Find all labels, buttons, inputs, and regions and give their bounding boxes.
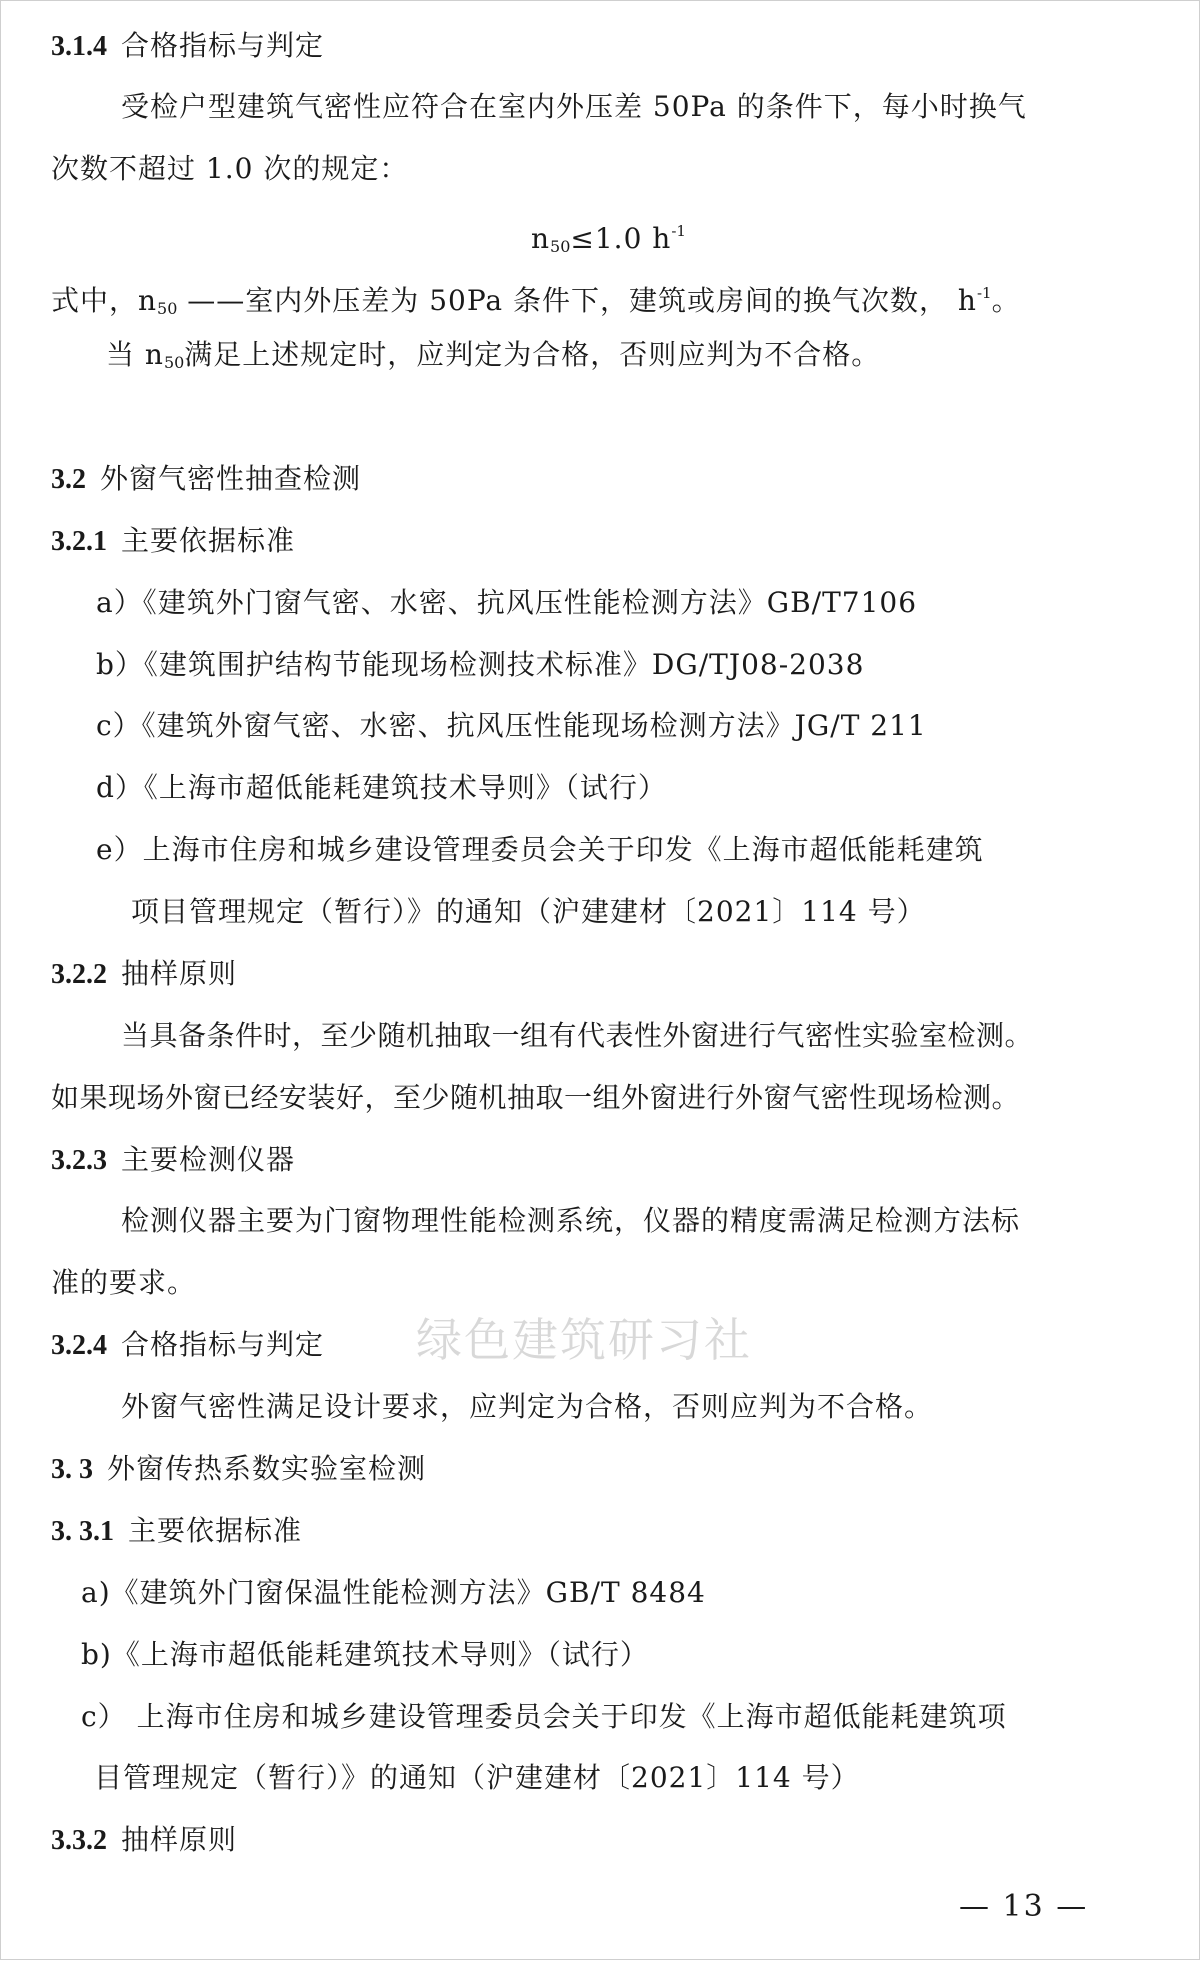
section-title: 外窗气密性抽查检测 [100,462,362,495]
formula [531,211,686,267]
section-heading-3-2 [51,459,361,500]
section-number: 3.1.4 [51,31,107,62]
list-item: b)《上海市超低能耗建筑技术导则》（试行） [81,1638,649,1671]
subscript: 50 [163,353,185,372]
list-item: a）《建筑外门窗气密、水密、抗风压性能检测方法》GB/T7106 [96,586,918,619]
section-heading-3-3-2 [51,1820,237,1861]
section-title: 合格指标与判定 [121,1328,325,1361]
text: ——室内外压差为 50Pa 条件下，建筑或房间的换气次数， h [177,284,977,317]
section-heading-3-2-1 [51,521,295,562]
list-item: a)《建筑外门窗保温性能检测方法》GB/T 8484 [81,1576,706,1609]
judgement-line [106,335,880,383]
section-heading-3-1-4 [51,26,324,67]
paragraph-line: 受检户型建筑气密性应符合在室内外压差 50Pa 的条件下，每小时换气 [121,90,1027,123]
paragraph-line: 当具备条件时，至少随机抽取一组有代表性外窗进行气密性实验室检测。 [121,1019,1034,1052]
paragraph-line: 准的要求。 [51,1266,197,1299]
formula-relation: ≤1.0 h [570,222,672,255]
section-number: 3.2 [51,464,86,495]
list-item: c）《建筑外窗气密、水密、抗风压性能现场检测方法》JG/T 211 [96,709,927,742]
list-item: d）《上海市超低能耗建筑技术导则》（试行） [96,771,667,804]
formula-subscript: 50 [550,237,571,256]
section-title: 合格指标与判定 [121,29,325,62]
section-title: 抽样原则 [121,1823,238,1856]
list-item-continuation: 目管理规定（暂行）》的通知（沪建建材〔2021〕114 号） [94,1761,860,1794]
paragraph-line: 如果现场外窗已经安装好，至少随机抽取一组外窗进行外窗气密性现场检测。 [51,1081,1021,1114]
paragraph-line: 检测仪器主要为门窗物理性能检测系统，仪器的精度需满足检测方法标 [121,1204,1021,1237]
list-item: b）《建筑围护结构节能现场检测技术标准》DG/TJ08-2038 [96,648,865,681]
formula-explanation [51,273,1021,329]
section-title: 外窗传热系数实验室检测 [107,1452,427,1485]
section-number: 3. 3 [51,1454,93,1485]
list-item: e）上海市住房和城乡建设管理委员会关于印发《上海市超低能耗建筑 [96,833,984,866]
section-heading-3-2-4 [51,1325,324,1366]
section-number: 3.2.4 [51,1330,107,1361]
formula-symbol: n [531,222,551,255]
section-title: 抽样原则 [121,957,238,990]
watermark: 绿色建筑研习社 [416,1313,752,1367]
text: 。 [991,284,1021,317]
section-number: 3.3.2 [51,1825,107,1856]
list-item-continuation: 项目管理规定（暂行）》的通知（沪建建材〔2021〕114 号） [131,895,926,928]
section-title: 主要依据标准 [121,524,296,557]
page-number: — 13 — [959,1889,1089,1924]
formula-superscript: -1 [671,222,686,240]
section-number: 3.2.2 [51,959,107,990]
text: 当 n [106,338,164,371]
section-number: 3.2.1 [51,526,107,557]
section-heading-3-2-2 [51,954,237,995]
paragraph-line: 次数不超过 1.0 次的规定： [51,152,409,185]
text: 满足上述规定时，应判定为合格，否则应判为不合格。 [184,338,881,371]
superscript: -1 [976,284,992,302]
list-item: c） 上海市住房和城乡建设管理委员会关于印发《上海市超低能耗建筑项 [81,1700,1007,1733]
paragraph-line: 外窗气密性满足设计要求，应判定为合格，否则应判为不合格。 [121,1390,934,1423]
section-title: 主要依据标准 [128,1514,303,1547]
section-heading-3-2-3 [51,1140,295,1181]
section-title: 主要检测仪器 [121,1143,296,1176]
section-heading-3-3 [51,1449,426,1490]
text: 式中，n [51,284,158,317]
subscript: 50 [157,299,178,318]
section-number: 3. 3.1 [51,1516,114,1547]
section-heading-3-3-1 [51,1511,302,1552]
section-number: 3.2.3 [51,1145,107,1176]
